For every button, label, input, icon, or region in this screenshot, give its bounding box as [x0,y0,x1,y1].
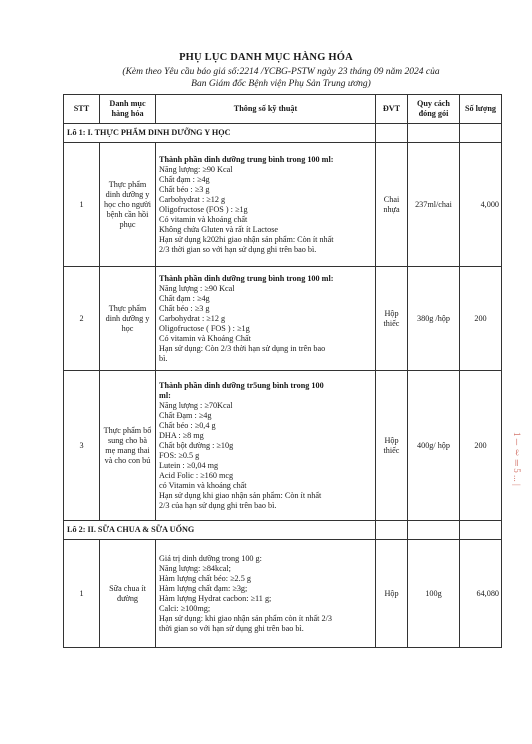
row-item-name: Thực phẩm bổ sung cho bà mẹ mang thai và cho con bú [100,371,156,521]
spec-header-cont: ml: [159,390,171,400]
table-header-row [64,95,502,124]
page-subtitle [60,66,502,90]
row-stt: 3 [64,371,100,521]
spec-line: Carbohydrat : ≥12 g [159,194,226,204]
spec-line: Năng lượng : ≥70Kcal [159,400,233,410]
spec-line: Lutein : ≥0,04 mg [159,460,219,470]
page-title: PHỤ LỤC DANH MỤC HÀNG HÓA [179,52,353,63]
row-unit: Chai nhựa [376,143,408,267]
lot-label: Lô 1: I. THỰC PHẨM DINH DƯỠNG Y HỌC [64,124,376,143]
spec-line: FOS: ≥0.5 g [159,450,200,460]
col-stt: STT [64,95,100,124]
spec-header: Thành phần dinh dưỡng tr5ung bình trong 100 [159,380,324,390]
spec-line: Chất đạm : ≥4g [159,174,210,184]
row-pack: 380g /hộp [408,267,460,371]
row-item-name: Thực phẩm dinh dưỡng y học [100,267,156,371]
col-pack: Quy cách đóng gói [408,95,460,124]
spec-line: Hạn sử dụng k202hi giao nhận sản phẩm: Còn ít nhất [159,234,334,244]
spec-line: 2/3 thời gian so với hạn sử dụng ghi trên bao bì. [159,244,317,254]
subtitle-line-2: Ban Giám đốc Bệnh viện Phụ Sản Trung ương) [191,79,371,89]
spec-line: Oligofructose ( FOS ) : ≥1g [159,323,250,333]
row-spec [156,267,376,371]
lot-label: Lô 2: II. SỮA CHUA & SỮA UỐNG [64,521,376,540]
spec-line: bì. [159,353,168,363]
row-qty: 200 [460,371,502,521]
spec-line: Năng lượng: ≥90 Kcal [159,164,233,174]
goods-table [63,94,502,648]
spec-line: Hàm lượng Hydrat cacbon: ≥11 g; [159,593,272,603]
spec-line: Chất béo : ≥0,4 g [159,420,216,430]
spec-line: Hàm lượng chất đạm: ≥3g; [159,583,248,593]
spec-line: Chất béo : ≥3 g [159,303,210,313]
table-row [64,371,502,521]
spec-line: Năng lượng: ≥84kcal; [159,563,231,573]
spec-line: Hạn sử dụng khi giao nhận sản phẩm: Còn ít nhất [159,490,322,500]
table-row [64,143,502,267]
row-pack: 100g [408,540,460,648]
lot-row [64,124,502,143]
spec-line: Chất đạm : ≥4g [159,293,210,303]
spec-line: Chất béo : ≥3 g [159,184,210,194]
spec-line: Có vitamin và Khoáng Chất [159,333,251,343]
col-spec: Thông số kỹ thuật [156,95,376,124]
spec-line: Có vitamin và khoáng chất [159,214,248,224]
row-unit: Hộp [376,540,408,648]
row-spec [156,143,376,267]
row-spec [156,540,376,648]
spec-line: DHA : ≥8 mg [159,430,204,440]
row-stt: 1 [64,143,100,267]
spec-line: Giá trị dinh dưỡng trong 100 g: [159,553,262,563]
lot-row [64,521,502,540]
row-pack: 400g/ hộp [408,371,460,521]
row-unit: Hộp thiếc [376,267,408,371]
row-item-name: Sữa chua ít đường [100,540,156,648]
spec-line: 2/3 của hạn sử dụng ghi trên bao bì. [159,500,277,510]
row-qty: 200 [460,267,502,371]
spec-line: Acid Folic : ≥160 mcg [159,470,234,480]
spec-line: Chất bột đường : ≥10g [159,440,234,450]
table-row [64,267,502,371]
table-row [64,540,502,648]
col-unit: ĐVT [376,95,408,124]
spec-line: Năng lượng : ≥90 Kcal [159,283,235,293]
row-stt: 1 [64,540,100,648]
col-item: Danh mục hàng hóa [100,95,156,124]
row-spec [156,371,376,521]
row-item-name: Thực phẩm dinh dưỡng y học cho người bệnh cần hồi phục [100,143,156,267]
spec-line: Calci: ≥100mg; [159,603,211,613]
spec-line: Carbohydrat : ≥12 g [159,313,226,323]
col-qty: Số lượng [460,95,502,124]
row-pack: 237ml/chai [408,143,460,267]
spec-line: Chất Đạm : ≥4g [159,410,212,420]
row-qty: 4,000 [460,143,502,267]
spec-header: Thành phần dinh dưỡng trung bình trong 100 ml: [159,154,334,164]
spec-line: Không chứa Gluten và rất ít Lactose [159,224,279,234]
spec-header: Thành phần dinh dưỡng trung bình trong 100 ml: [159,273,334,283]
spec-line: có Vitamin và khoáng chất [159,480,247,490]
spec-line: Oligofructose (FOS ) : ≥1g [159,204,248,214]
subtitle-line-1: (Kèm theo Yêu cầu báo giá số:2214 /YCBG-PSTW ngày 23 tháng 09 năm 2024 của [122,67,440,77]
row-qty: 64,080 [460,540,502,648]
spec-line: Hạn sử dụng: khi giao nhận sản phẩm còn ít nhất 2/3 [159,613,332,623]
row-unit: Hộp thiếc [376,371,408,521]
spec-line: Hạn sử dụng: Còn 2/3 thời hạn sử dụng in trên bao [159,343,326,353]
spec-line: Hàm lượng chất béo: ≥2.5 g [159,573,251,583]
handwritten-margin-note: 1 ─ ℓ ═ 5 ... | [512,432,522,486]
spec-line: thời gian so với hạn sử dụng ghi trên bao bì. [159,623,304,633]
row-stt: 2 [64,267,100,371]
